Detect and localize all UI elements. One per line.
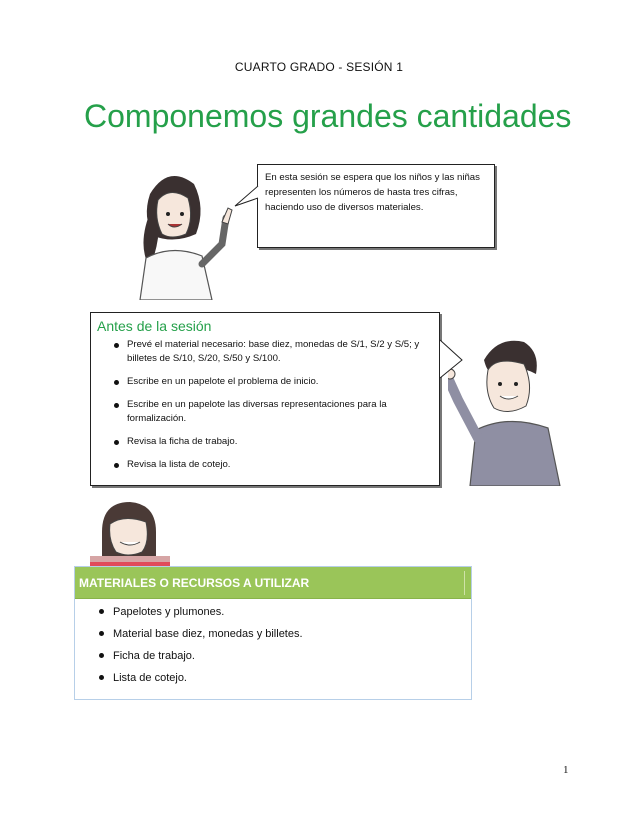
girl-pointing-illustration <box>110 160 255 300</box>
list-item: Escribe en un papelote las diversas representaciones para la formalización. <box>97 398 433 426</box>
page-header: CUARTO GRADO - SESIÓN 1 <box>234 60 404 74</box>
before-session-list <box>97 338 433 472</box>
bubble-tail <box>438 338 464 382</box>
before-session-title: Antes de la sesión <box>97 318 212 334</box>
list-item: Lista de cotejo. <box>75 671 303 685</box>
boy-pointing-illustration <box>448 330 588 486</box>
intro-text: En esta sesión se espera que los niños y las niñas representen los números de hasta tres cifras, haciendo uso de diversos materiales. <box>265 172 480 213</box>
list-item: Revisa la lista de cotejo. <box>97 458 433 472</box>
bubble-tail <box>233 184 259 210</box>
list-item: Revisa la ficha de trabajo. <box>97 435 433 449</box>
list-item: Escribe en un papelote el problema de inicio. <box>97 375 433 389</box>
before-session-bubble <box>90 312 440 486</box>
page-number: 1 <box>563 764 569 776</box>
list-item: Papelotes y plumones. <box>75 605 303 619</box>
list-item: Ficha de trabajo. <box>75 649 303 663</box>
page-title: Componemos grandes cantidades <box>84 98 572 134</box>
materials-list <box>75 605 303 693</box>
list-item: Material base diez, monedas y billetes. <box>75 627 303 641</box>
materials-title: MATERIALES O RECURSOS A UTILIZAR <box>75 567 471 599</box>
materials-box <box>74 566 472 700</box>
list-item: Prevé el material necesario: base diez, monedas de S/1, S/2 y S/5; y billetes de S/10, S/20, S/50 y S/100. <box>97 338 433 366</box>
girl-smiling-illustration <box>84 496 174 568</box>
intro-speech-bubble <box>257 164 495 248</box>
